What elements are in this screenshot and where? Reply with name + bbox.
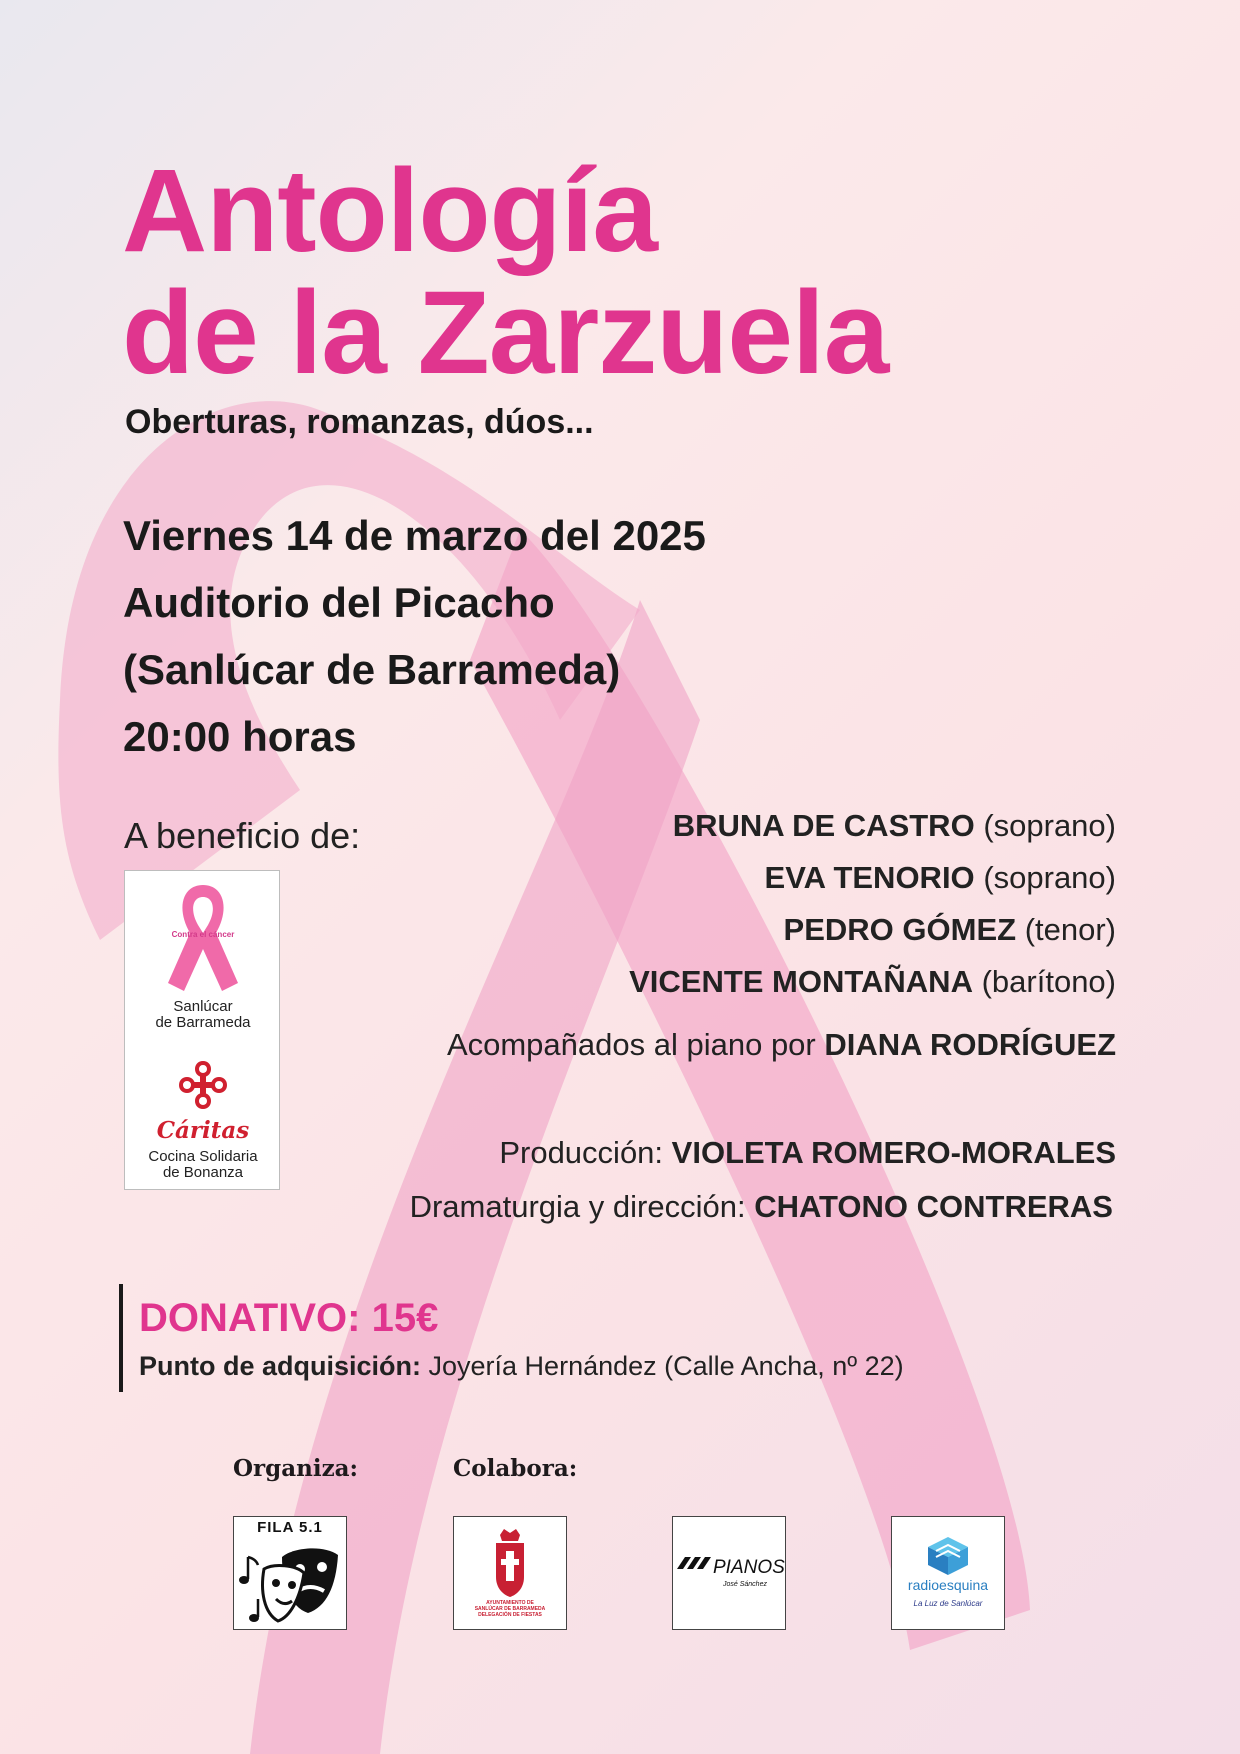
title-line-1: Antología xyxy=(122,145,658,277)
cast-member: PEDRO GÓMEZ (tenor) xyxy=(783,912,1116,947)
production-credit: Producción: VIOLETA ROMERO-MORALES xyxy=(499,1135,1116,1170)
event-city: (Sanlúcar de Barrameda) xyxy=(123,646,621,693)
ayuntamiento-logo xyxy=(453,1516,567,1630)
event-subtitle: Oberturas, romanzas, dúos... xyxy=(125,403,594,441)
cast-member: BRUNA DE CASTRO (soprano) xyxy=(672,808,1116,843)
production-credits xyxy=(410,1126,1116,1234)
beneficiary-city: Sanlúcar de Barrameda xyxy=(155,998,251,1031)
radioesquina-text: radioesquina xyxy=(907,1577,989,1593)
donation-divider xyxy=(119,1284,123,1392)
donation-title: DONATIVO: 15€ xyxy=(139,1296,439,1340)
radioesquina-slogan: La Luz de Sanlúcar xyxy=(913,1599,983,1608)
caritas-cross-icon xyxy=(177,1059,229,1111)
pianos-logo xyxy=(672,1516,786,1630)
organiza-label: Organiza: xyxy=(233,1455,359,1482)
pianos-logo-subtext: José Sánchez xyxy=(723,1581,767,1588)
theater-masks-icon xyxy=(234,1517,346,1629)
cast-member: VICENTE MONTAÑANA (barítono) xyxy=(629,964,1116,999)
radio-cube-icon xyxy=(892,1517,1004,1629)
event-title xyxy=(122,145,889,399)
event-venue: Auditorio del Picacho xyxy=(123,579,555,626)
ayuntamiento-text: AYUNTAMIENTO DE SANLÚCAR DE BARRAMEDA DELEGACIÓN DE FIESTAS xyxy=(474,1600,546,1618)
cast-list xyxy=(629,800,1116,1008)
colabora-label: Colabora: xyxy=(453,1455,578,1482)
fila-logo xyxy=(233,1516,347,1630)
contra-cancer-text: Contra el cáncer xyxy=(171,930,235,939)
direction-credit: Dramaturgia y dirección: CHATONO CONTRERAS xyxy=(409,1189,1113,1224)
event-time: 20:00 horas xyxy=(123,713,357,760)
beneficiary-logos xyxy=(124,870,280,1190)
event-date: Viernes 14 de marzo del 2025 xyxy=(123,512,706,559)
purchase-point: Punto de adquisición: Joyería Hernández (Calle Ancha, nº 22) xyxy=(139,1351,904,1381)
cast-member: EVA TENORIO (soprano) xyxy=(764,860,1116,895)
radioesquina-logo xyxy=(891,1516,1005,1630)
pianos-logo-text: PIANOS xyxy=(713,1557,785,1578)
fila-logo-text: FILA 5.1 xyxy=(257,1519,323,1536)
event-details xyxy=(123,502,706,770)
title-line-2: de la Zarzuela xyxy=(122,267,889,399)
caritas-logo-text: Cáritas xyxy=(156,1117,250,1144)
cocina-solidaria: Cocina Solidaria de Bonanza xyxy=(148,1148,258,1181)
piano-credit: Acompañados al piano por DIANA RODRÍGUEZ xyxy=(446,1027,1116,1062)
beneficiary-label: A beneficio de: xyxy=(124,815,361,856)
